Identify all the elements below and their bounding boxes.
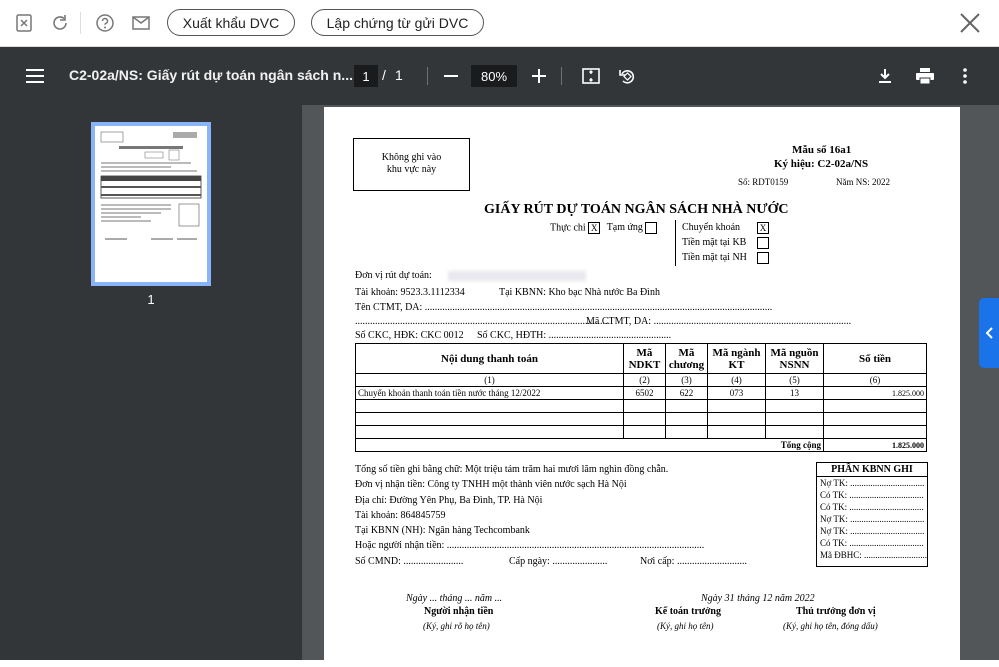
divider <box>561 67 562 85</box>
export-dvc-button[interactable]: Xuất khẩu DVC <box>167 9 295 36</box>
checkbox-box: X <box>757 222 769 234</box>
refresh-icon[interactable] <box>48 11 72 35</box>
table-cell: 622 <box>666 387 708 400</box>
close-icon[interactable] <box>957 10 983 36</box>
checkbox-label: Thực chi <box>550 222 586 234</box>
pdf-page <box>324 107 960 667</box>
document-title: GIẤY RÚT DỰ TOÁN NGÂN SÁCH NHÀ NƯỚC <box>484 202 789 217</box>
table-cell: (3) <box>666 374 708 387</box>
signer-receiver: Người nhận tiền <box>424 606 494 617</box>
redacted-unit-name <box>448 271 586 281</box>
program-code: Mã CTMT, DA: ............................................................................... <box>586 316 852 327</box>
payee-account: Tài khoản: 864845759 <box>355 510 446 521</box>
treasury-line: Có TK: ................................. <box>820 502 924 512</box>
signer-receiver-note: (Ký, ghi rõ họ tên) <box>423 621 490 631</box>
amount-in-words: Tổng số tiền ghi bằng chữ: Một triệu tám trăm hai mươi lăm nghìn đồng chẵn. <box>355 464 669 475</box>
checkbox-label: Tiền mặt tại NH <box>682 252 747 263</box>
thumbnail-page-number: 1 <box>147 292 155 307</box>
stamp-box: Không ghi vào khu vực này <box>353 138 470 191</box>
divider <box>80 12 81 34</box>
divider <box>427 67 428 85</box>
pdf-toolbar <box>0 47 999 105</box>
form-number: Mẫu số 16a1 <box>792 144 852 156</box>
treasury-box <box>816 462 928 567</box>
unit-label: Đơn vị rút dự toán: <box>355 270 432 281</box>
table-row <box>356 426 927 439</box>
table-index-row <box>356 374 927 387</box>
fit-page-icon[interactable] <box>581 66 601 86</box>
checkbox-box <box>757 252 769 264</box>
table-cell: 6502 <box>624 387 666 400</box>
treasury-box-title: PHẦN KBNN GHI <box>817 463 927 477</box>
budget-year: Năm NS: 2022 <box>836 177 890 187</box>
document-number: Số: RDT0159 <box>738 177 789 187</box>
checkbox-box <box>757 237 769 249</box>
checkbox-label: Chuyển khoản <box>682 222 741 233</box>
page-thumbnail[interactable] <box>91 122 211 286</box>
treasury-name: Tại KBNN: Kho bạc Nhà nước Ba Đình <box>499 287 660 298</box>
header-chapter: Mã chương <box>666 344 708 374</box>
side-panel-toggle[interactable] <box>979 298 999 368</box>
thumbnail-sidebar <box>0 105 302 660</box>
checkbox-box: X <box>588 222 600 234</box>
signer-head-note: (Ký, ghi họ tên, đóng dấu) <box>783 621 878 631</box>
ckc-number: Số CKC, HĐK: CKC 0012 <box>355 330 464 341</box>
unit-row <box>355 270 586 281</box>
payee-name: Đơn vị nhận tiền: Công ty TNHH một thành viên nước sạch Hà Nội <box>355 479 627 490</box>
date-left: Ngày ... tháng ... năm ... <box>406 593 503 604</box>
issue-date: Cấp ngày: ...................... <box>509 556 608 567</box>
signer-accountant-note: (Ký, ghi họ tên) <box>657 621 714 631</box>
table-cell: 13 <box>766 387 824 400</box>
header-source: Mã nguồn NSNN <box>766 344 824 374</box>
issue-place: Nơi cấp: ............................ <box>640 556 747 567</box>
header-amount: Số tiền <box>824 344 927 374</box>
rotate-icon[interactable] <box>617 66 637 86</box>
signer-accountant: Kế toán trưởng <box>655 606 721 617</box>
payee-bank: Tại KBNN (NH): Ngân hàng Techcombank <box>355 525 530 536</box>
zoom-out-icon[interactable] <box>441 66 461 86</box>
download-icon[interactable] <box>875 66 895 86</box>
table-cell: (5) <box>766 374 824 387</box>
header-ndkt: Mã NDKT <box>624 344 666 374</box>
table-row <box>356 413 927 426</box>
treasury-line: Nợ TK: ................................. <box>820 526 925 536</box>
program-name-cont: ...................................................................................................... <box>355 316 610 327</box>
zoom-in-icon[interactable] <box>529 66 549 86</box>
document-viewport <box>302 105 999 660</box>
treasury-line: Nợ TK: ................................. <box>820 478 925 488</box>
table-row <box>356 387 927 400</box>
more-options-icon[interactable] <box>955 66 975 86</box>
checkbox-label: Tạm ứng <box>606 222 643 234</box>
payment-table <box>355 343 927 452</box>
ckc-hdth: Số CKC, HĐTH: ................................................. <box>477 330 672 341</box>
treasury-line: Có TK: ................................. <box>820 538 924 548</box>
id-number: Số CMND: ........................ <box>355 556 464 567</box>
account-number: Tài khoản: 9523.3.1112334 <box>355 287 465 298</box>
checkbox-box <box>645 222 657 234</box>
date-right: Ngày 31 tháng 12 năm 2022 <box>701 593 815 604</box>
page-total: 1 <box>395 67 403 83</box>
header-sector: Mã ngành KT <box>708 344 766 374</box>
table-cell: 1.825.000 <box>824 387 927 400</box>
help-icon[interactable] <box>93 11 117 35</box>
create-voucher-button[interactable]: Lập chứng từ gửi DVC <box>311 9 484 36</box>
table-cell: (1) <box>356 374 624 387</box>
document-title: C2-02a/NS: Giấy rút dự toán ngân sách n... <box>69 67 353 83</box>
total-label: Tổng cộng <box>356 439 824 452</box>
top-toolbar <box>0 0 999 47</box>
header-content: Nội dung thanh toán <box>356 344 624 374</box>
mail-icon[interactable] <box>129 11 153 35</box>
table-cell: (2) <box>624 374 666 387</box>
treasury-line: Mã ĐBHC: ............................ <box>820 550 928 560</box>
checkbox-transfer <box>682 222 740 233</box>
form-code: Ký hiệu: C2-02a/NS <box>774 158 869 170</box>
treasury-box-lines <box>817 477 927 561</box>
signer-head: Thủ trưởng đơn vị <box>796 606 876 617</box>
page-separator: / <box>382 67 386 83</box>
checkbox-thuc-chi <box>550 222 657 234</box>
table-header-row <box>356 344 927 374</box>
payee-address: Địa chỉ: Đường Yên Phụ, Ba Đình, TP. Hà Nội <box>355 495 543 506</box>
divider <box>675 220 676 266</box>
treasury-line: Nợ TK: ................................. <box>820 514 925 524</box>
excel-icon[interactable] <box>12 11 36 35</box>
menu-icon[interactable] <box>25 66 45 86</box>
checkbox-label: Tiền mặt tại KB <box>682 237 747 248</box>
receiver-person: Hoặc người nhận tiền: ....................................................................................................... <box>355 540 705 551</box>
table-cell: (4) <box>708 374 766 387</box>
page-number-input[interactable]: 1 <box>354 65 378 87</box>
table-cell: (6) <box>824 374 927 387</box>
treasury-line: Có TK: ................................. <box>820 490 924 500</box>
program-name: Tên CTMT, DA: ........................................................................................................................................... <box>355 302 773 313</box>
table-row <box>356 400 927 413</box>
table-total-row <box>356 439 927 452</box>
total-amount: 1.825.000 <box>824 439 927 452</box>
zoom-level[interactable]: 80% <box>471 65 517 87</box>
table-cell: 073 <box>708 387 766 400</box>
table-cell: Chuyển khoản thanh toán tiền nước tháng 12/2022 <box>356 387 624 400</box>
print-icon[interactable] <box>914 66 936 86</box>
